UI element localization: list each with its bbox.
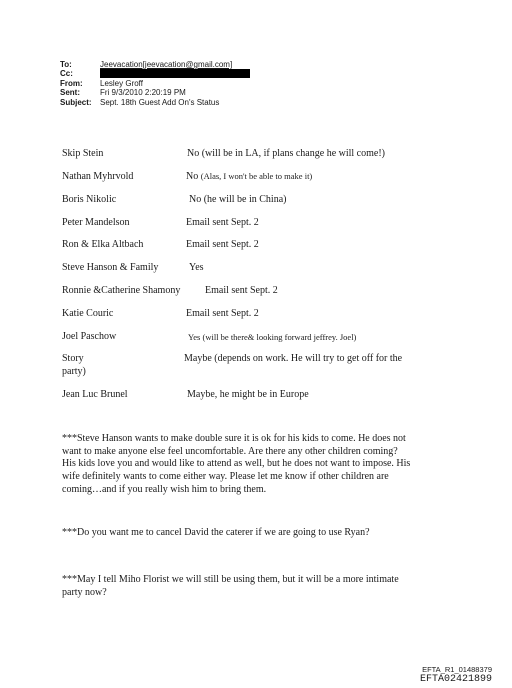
guest-status: Email sent Sept. 2 (205, 285, 278, 296)
guest-note: (Alas, I won't be able to make it) (200, 171, 313, 181)
paragraph-line: ***Do you want me to cancel David the caterer if we are going to use Ryan? (62, 527, 370, 538)
guest-name: Nathan Myhrvold (62, 171, 134, 182)
guest-status: Yes (will be there& looking forward jeffrey. Joel) (188, 332, 357, 342)
from-row (60, 79, 250, 88)
sent-label: Sent: (60, 88, 80, 98)
guest-status: Maybe (depends on work. He will try to get off for the (184, 353, 403, 364)
paragraph-line: coming…and if you really wish him to bring them. (62, 483, 267, 495)
cc-label: Cc: (60, 69, 73, 79)
guest-status: Email sent Sept. 2 (186, 308, 259, 319)
from-value: Lesley Groff (100, 78, 143, 88)
guest-name: Jean Luc Brunel (62, 389, 128, 400)
guest-name: Peter Mandelson (62, 217, 130, 228)
guest-status: Email sent Sept. 2 (186, 239, 259, 250)
guest-name: Steve Hanson & Family (62, 262, 159, 273)
subject-label: Subject: (60, 97, 92, 107)
cc-row (60, 69, 250, 78)
guest-name: Story (62, 353, 84, 364)
subject-row (60, 98, 250, 107)
note-paragraph (62, 574, 462, 599)
bates-number-secondary: EFTA02421899 (419, 674, 492, 685)
sent-row (60, 88, 250, 97)
note-paragraph (62, 433, 462, 497)
email-header (60, 60, 250, 107)
guest-status: Email sent Sept. 2 (186, 217, 259, 228)
paragraph-line: ***Steve Hanson wants to make double sure it is ok for his kids to come. He does not (62, 433, 406, 444)
to-row (60, 60, 250, 69)
guest-status-group (186, 171, 312, 182)
guest-status: No (186, 171, 199, 182)
to-value: Jeevacation[jeevacation@gmail.com] (100, 60, 233, 69)
guest-name: Ronnie &Catherine Shamony (62, 285, 181, 296)
guest-name: Boris Nikolic (62, 194, 117, 205)
subject-value: Sept. 18th Guest Add On's Status (100, 97, 220, 107)
guest-name: Katie Couric (62, 308, 114, 319)
guest-name: Skip Stein (62, 148, 104, 159)
guest-status-continuation: party) (62, 366, 86, 377)
paragraph-line: party now? (62, 586, 107, 598)
guest-status: Yes (189, 262, 204, 273)
paragraph-line: His kids love you and would like to attend as well, but he does not want to impose. His (62, 458, 411, 470)
guest-status: Maybe, he might be in Europe (187, 389, 309, 400)
note-paragraph (62, 527, 462, 540)
bates-number-primary: EFTA_R1_01488379 (422, 665, 492, 674)
guest-name: Joel Paschow (62, 331, 117, 342)
guest-status: No (he will be in China) (189, 194, 287, 205)
guest-name: Ron & Elka Altbach (62, 239, 144, 250)
from-label: From: (60, 78, 83, 88)
sent-value: Fri 9/3/2010 2:20:19 PM (100, 88, 186, 98)
guest-status: No (will be in LA, if plans change he will come!) (187, 148, 385, 159)
paragraph-line: wife definitely wants to come either way. Please let me know if other children are (62, 471, 389, 483)
redaction-bar (100, 69, 250, 78)
paragraph-line: want to make anyone else feel uncomfortable. Are there any other children coming? (62, 445, 398, 457)
paragraph-line: ***May I tell Miho Florist we will still be using them, but it will be a more intimate (62, 574, 399, 585)
to-label: To: (60, 60, 72, 69)
